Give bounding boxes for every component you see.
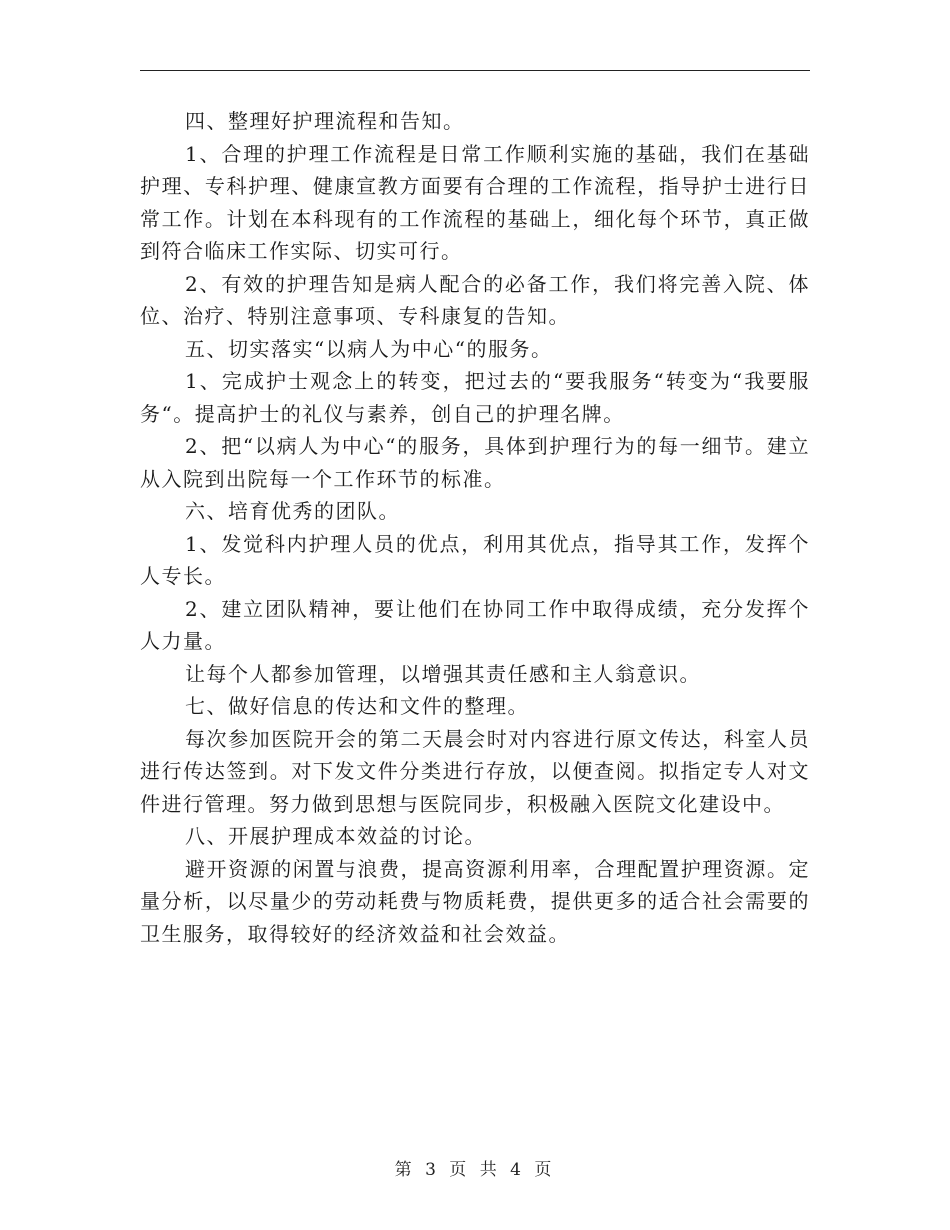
header-rule (140, 70, 810, 71)
section-heading-7: 七、做好信息的传达和文件的整理。 (185, 694, 529, 718)
section-heading-4: 四、整理好护理流程和告知。 (185, 109, 465, 133)
page-number-footer: 第 3 页 共 4 页 (394, 1160, 556, 1180)
paragraph: 1、发觉科内护理人员的优点，利用其优点，指导其工作，发挥个人专长。 (140, 531, 810, 588)
paragraph: 1、合理的护理工作流程是日常工作顺利实施的基础，我们在基础护理、专科护理、健康宣教方面要有合理的工作流程，指导护士进行日常工作。计划在本科现有的工作流程的基础上，细化每个环节，真正做到符合临床工作实际、切实可行。 (140, 141, 810, 263)
paragraph: 避开资源的闲置与浪费，提高资源利用率，合理配置护理资源。定量分析，以尽量少的劳动耗费与物质耗费，提供更多的适合社会需要的卫生服务，取得较好的经济效益和社会效益。 (140, 856, 810, 946)
paragraph: 让每个人都参加管理，以增强其责任感和主人翁意识。 (185, 661, 701, 686)
section-heading-5: 五、切实落实“以病人为中心“的服务。 (185, 336, 553, 361)
section-heading-8: 八、开展护理成本效益的讨论。 (185, 824, 486, 848)
document-body (140, 105, 810, 950)
paragraph: 2、建立团队精神，要让他们在协同工作中取得成绩，充分发挥个人力量。 (140, 596, 810, 653)
section-heading-6: 六、培育优秀的团队。 (185, 499, 400, 523)
paragraph: 2、把“以病人为中心“的服务，具体到护理行为的每一细节。建立从入院到出院每一个工作环节的标准。 (140, 434, 810, 491)
paragraph: 每次参加医院开会的第二天晨会时对内容进行原文传达，科室人员进行传达签到。对下发文件分类进行存放，以便查阅。拟指定专人对文件进行管理。努力做到思想与医院同步，积极融入医院文化建设中。 (140, 726, 810, 816)
paragraph: 1、完成护士观念上的转变，把过去的“要我服务“转变为“我要服务“。提高护士的礼仪与素养，创自己的护理名牌。 (140, 369, 810, 426)
paragraph: 2、有效的护理告知是病人配合的必备工作，我们将完善入院、体位、治疗、特别注意事项、专科康复的告知。 (140, 271, 810, 328)
